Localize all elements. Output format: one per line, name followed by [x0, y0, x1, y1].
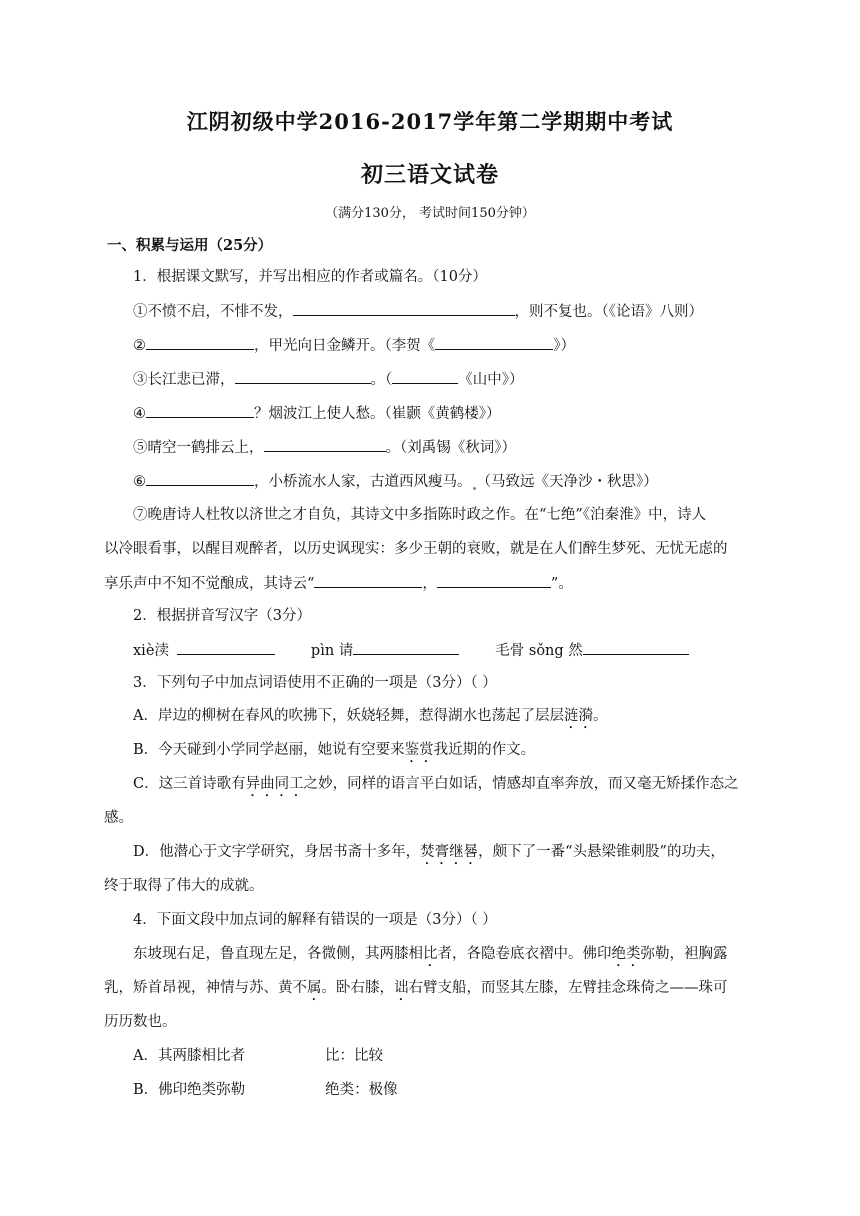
q1-item-4-text-a: ④ — [133, 406, 146, 422]
q1-prompt: 1．根据课文默写，并写出相应的作者或篇名。（10分） — [133, 269, 487, 285]
q1-item-2-text-a: ② — [133, 338, 146, 354]
q3-option-a-dotted: 涟漪 — [563, 708, 593, 724]
section-heading: 一、积累与运用（25分） — [107, 237, 273, 254]
q3-option-d-text: D．他潜心于文字学研究，身居书斋十多年， — [133, 844, 421, 860]
exam-subtitle: 初三语文试卷 — [360, 162, 499, 188]
q2-prompt-text: 2．根据拼音写汉字（3分） — [133, 608, 311, 624]
q4-option-b-gloss: 绝类：极像 — [325, 1082, 398, 1098]
q1-item-7-line-2: 以冷眼看事，以醒目观醉者，以历史讽现实：多少王朝的衰败，就是在人们醉生梦死、无忧无虑的 — [104, 541, 728, 557]
q3-option-d — [133, 842, 725, 868]
q1-item-6-text-c: （马致远《天净沙・秋思》） — [476, 474, 658, 490]
answer-blank[interactable] — [264, 437, 386, 452]
q1-item-4-text-b: ？烟波江上使人愁。（崔颢《黄鹤楼》） — [254, 406, 501, 422]
answer-blank[interactable] — [177, 640, 275, 655]
exam-meta: （满分130分， 考试时间150分钟） — [325, 206, 535, 221]
q4-passage-line-2 — [104, 978, 728, 1004]
q4-passage-line-1 — [133, 944, 728, 970]
q3-option-c-text: C．这三首诗歌有 — [133, 776, 246, 792]
q4-prompt: 4．下面文段中加点词的解释有错误的一项是（3分）（ ） — [133, 912, 497, 928]
q1-item-2-text-b: ，甲光向日金鳞开。（李贺《 — [254, 338, 436, 354]
exam-title: 江阴初级中学2016-2017学年第二学期期中考试 — [186, 109, 674, 134]
q1-item-6-text-a: ⑥ — [133, 474, 146, 490]
q2-item-3: 毛骨 sǒng 然 — [495, 643, 583, 659]
answer-blank[interactable] — [392, 369, 458, 384]
q1-item-7-text-a: 享乐声中不知不觉酿成，其诗云“ — [104, 576, 315, 592]
q4-text: 。卧右膝， — [321, 980, 394, 996]
answer-blank[interactable] — [146, 403, 254, 418]
q3-option-c-dotted: 异曲同工 — [245, 776, 304, 792]
q1-item-7-text-b: ， — [422, 576, 437, 592]
q4-passage-line-3: 历历数也。 — [104, 1014, 177, 1030]
q2-item-1: xiè渎 — [133, 643, 169, 659]
q4-dotted-word: 属 — [307, 980, 322, 996]
q1-item-3-text-c: 《山中》） — [458, 372, 524, 388]
q3-option-d-line-2: 终于取得了伟大的成就。 — [104, 878, 264, 894]
q4-option-b — [133, 1080, 398, 1100]
q3-option-a-text: A．岸边的柳树在春风的吹拂下，妖娆轻舞，惹得湖水也荡起了层层 — [133, 708, 564, 724]
q4-text: 弥勒，袒胸露 — [640, 946, 728, 962]
q3-option-d-end: ，颇下了一番“头悬梁锥刺股”的功夫， — [478, 844, 725, 860]
q4-text: 者，各隐卷底衣褶中。佛印 — [437, 946, 612, 962]
answer-blank[interactable] — [583, 640, 689, 655]
q3-option-b — [133, 740, 535, 766]
q1-item-7-line-1: ⑦晚唐诗人杜牧以济世之才自负，其诗文中多指陈时政之作。在“七绝”《泊秦淮》中，诗人 — [133, 507, 707, 523]
q1-item-3-text-b: 。（ — [370, 372, 393, 388]
answer-blank[interactable] — [146, 471, 254, 486]
answer-blank[interactable] — [353, 640, 459, 655]
answer-blank[interactable] — [235, 369, 371, 384]
q1-item-6-text-b: ，小桥流水人家，古道西风瘦马。 — [254, 474, 472, 490]
q3-option-c-line-2: 感。 — [104, 810, 133, 826]
answer-blank[interactable] — [314, 573, 422, 588]
q4-dotted-word: 绝类 — [611, 946, 641, 962]
q3-option-b-dotted: 鉴赏 — [404, 742, 434, 758]
q1-item-7-text-c: ”。 — [550, 576, 573, 592]
q1-item-5-text-b: 。（刘禹锡《秋词》） — [385, 440, 516, 456]
answer-blank[interactable] — [293, 301, 515, 316]
q3-option-a — [133, 706, 607, 732]
q2-item-2: pìn 请 — [310, 643, 354, 659]
q1-item-7-line-3 — [104, 573, 573, 594]
q1-item-3-text-a: ③长江悲已滞， — [133, 372, 235, 388]
q4-option-a-gloss: 比：比较 — [324, 1048, 383, 1064]
q3-option-a-end: 。 — [592, 708, 608, 724]
green-dot-mark — [473, 487, 476, 490]
answer-blank[interactable] — [146, 335, 254, 350]
q1-item-3 — [133, 369, 524, 390]
q1-item-1-text-a: ①不愤不启，不悱不发， — [133, 304, 293, 320]
q1-item-1 — [133, 301, 703, 322]
q4-option-a — [133, 1046, 383, 1066]
q3-prompt: 3．下列句子中加点词语使用不正确的一项是（3分）（ ） — [133, 675, 497, 691]
q4-option-a-phrase: A．其两膝相比者 — [133, 1048, 245, 1064]
q1-item-1-text-b: ，则不复也。（《论语》八则） — [514, 304, 703, 320]
q1-item-4 — [133, 403, 501, 424]
q3-option-b-end: 我近期的作文。 — [433, 742, 536, 758]
q2-items — [133, 640, 689, 661]
q1-item-6 — [133, 471, 658, 492]
q1-item-5 — [133, 437, 516, 458]
q3-option-c — [133, 774, 739, 800]
q4-text: 右臂支船，而竖其左膝，左臂挂念珠倚之——珠可 — [408, 980, 728, 996]
q3-option-c-end: 之妙，同样的语言平白如话，情感却直率奔放，而又毫无矫揉作态之 — [303, 776, 739, 792]
q4-dotted-word: 诎 — [394, 980, 409, 996]
q4-dotted-word: 比 — [423, 946, 438, 962]
answer-blank[interactable] — [435, 335, 553, 350]
q4-text: 东坡现右足，鲁直现左足，各微侧，其两膝相 — [133, 946, 423, 962]
q3-option-d-dotted: 焚膏继晷 — [420, 844, 479, 860]
answer-blank[interactable] — [437, 573, 551, 588]
q4-option-b-phrase: B．佛印绝类弥勒 — [133, 1082, 246, 1098]
q1-item-5-text-a: ⑤晴空一鹤排云上， — [133, 440, 264, 456]
q3-option-b-text: B．今天碰到小学同学赵丽，她说有空要来 — [133, 742, 405, 758]
q4-text: 乳，矫首昂视，神情与苏、黄不 — [104, 980, 307, 996]
q1-item-2-text-c: 》） — [553, 338, 575, 354]
q1-item-2 — [133, 335, 575, 356]
